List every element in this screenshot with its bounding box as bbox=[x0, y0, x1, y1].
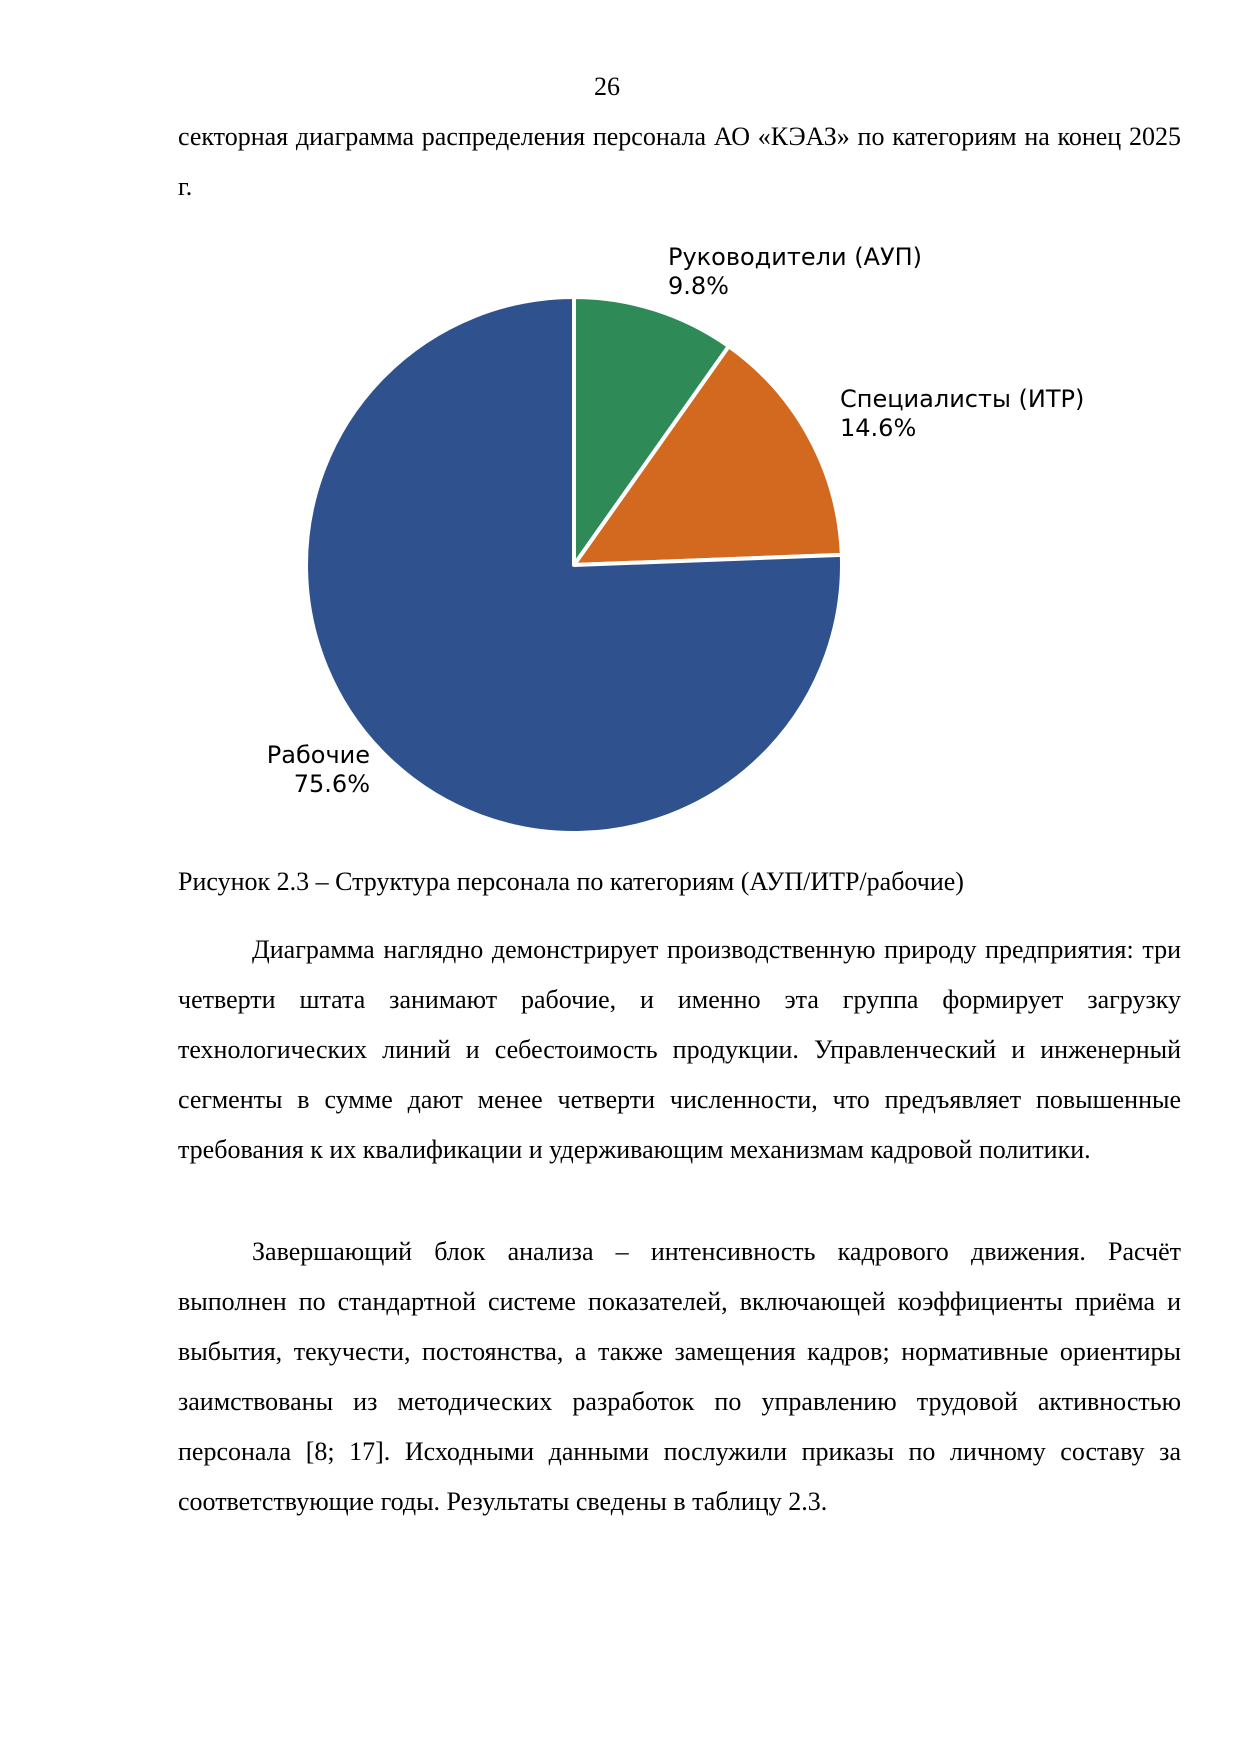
page-number: 26 bbox=[594, 72, 620, 101]
pie-chart bbox=[0, 220, 1241, 840]
slice-label-1: Специалисты (ИТР) bbox=[840, 385, 1085, 413]
slice-label-group-1 bbox=[840, 385, 1084, 442]
slice-value-label-2: 75.6% bbox=[293, 770, 370, 798]
slice-label-2: Рабочие bbox=[266, 741, 370, 769]
slice-label-0: Руководители (АУП) bbox=[668, 243, 923, 271]
intro-paragraph: секторная диаграмма распределения персонала АО «КЭАЗ» по категориям на конец 2025 г. bbox=[178, 122, 1181, 201]
slice-label-group-0 bbox=[668, 243, 922, 300]
slice-value-label-0: 9.8% bbox=[668, 272, 729, 300]
pie-slices bbox=[306, 297, 842, 833]
body-paragraph-1: Диаграмма наглядно демонстрирует производственную природу предприятия: три четверти штата занимают рабочие, и именно эта группа формирует загрузку технологических линий и себестоимость продукции. Управленческий и инженерный сегменты в сумме дают менее четверти численности, что предъявляет повышенные требования к их квалификации и удерживающим механизмам кадровой политики. bbox=[178, 935, 1181, 1164]
slice-value-label-1: 14.6% bbox=[840, 414, 917, 442]
body-paragraph-2: Завершающий блок анализа – интенсивность кадрового движения. Расчёт выполнен по стандартной системе показателей, включающей коэффициенты приёма и выбытия, текучести, постоянства, а также замещения кадров; нормативные ориентиры заимствованы из методических разработок по управлению трудовой активностью персонала [8; 17]. Исходными данными послужили приказы по личному составу за соответствующие годы. Результаты сведены в таблицу 2.3. bbox=[178, 1237, 1181, 1516]
slice-label-group-2 bbox=[267, 741, 370, 798]
figure-caption: Рисунок 2.3 – Структура персонала по категориям (АУП/ИТР/рабочие) bbox=[178, 867, 964, 896]
